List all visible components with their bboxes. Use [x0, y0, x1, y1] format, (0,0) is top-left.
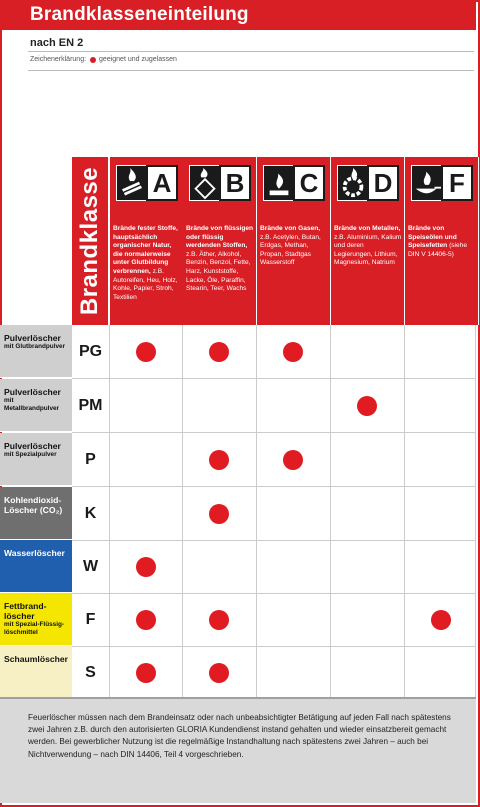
grid-line — [72, 432, 476, 433]
grid-line — [72, 378, 476, 379]
suitable-dot — [357, 396, 377, 416]
burning-metal-gear-icon — [337, 165, 369, 201]
extinguisher-code: S — [85, 664, 96, 681]
brandklasse-header — [72, 157, 109, 325]
class-description-bold: Brände von Speiseölen und Speisefetten — [408, 225, 457, 250]
divider — [28, 51, 474, 52]
extinguisher-agent: mit Metallbrandpulver — [4, 397, 60, 412]
suitable-dot — [136, 557, 156, 577]
class-letter: B — [219, 165, 251, 201]
extinguisher-label — [0, 646, 72, 699]
class-description-examples: (siehe DIN V 14406-5) — [408, 242, 468, 258]
grid-line — [72, 540, 476, 541]
extinguisher-code: K — [84, 505, 97, 522]
suitable-dot — [283, 450, 303, 470]
class-description-examples: z.B. Autoreifen, Heu, Holz, Kohle, Papier, Stroh, Textilien — [113, 267, 178, 301]
suitable-dot — [209, 342, 229, 362]
extinguisher-agent: mit Spezial-Flüssig-löschmittel — [4, 621, 65, 636]
class-column-c — [257, 157, 331, 325]
class-description-examples: z.B. Acetylen, Butan, Erdgas, Methan, Propan, Stadtgas Wasserstoff — [260, 233, 321, 267]
class-column-d — [331, 157, 405, 325]
suitable-dot — [209, 504, 229, 524]
extinguisher-name: Wasserlöscher — [4, 548, 65, 558]
burning-wood-icon — [116, 165, 148, 201]
class-column-f — [405, 157, 479, 325]
page-title: Brandklasseneinteilung — [0, 0, 476, 30]
class-description — [334, 225, 402, 268]
extinguisher-label — [0, 433, 72, 486]
suitable-dot — [209, 663, 229, 683]
class-icon-group — [116, 165, 180, 201]
class-description — [113, 225, 181, 302]
suitable-dot — [136, 342, 156, 362]
extinguisher-agent: mit Spezialpulver — [4, 451, 57, 458]
class-description-examples: z.B. Aluminium, Kalium und deren Legierungen, Lithium, Magnesium, Natrium — [334, 233, 402, 267]
class-description-bold: Brände von flüssigen oder flüssig werdenden Stoffen, — [186, 225, 254, 250]
grid-line — [330, 325, 331, 697]
footer-note: Feuerlöscher müssen nach dem Brandeinsatz oder nach unbeabsichtigter Betätigung auf jeden Fall nach spätestens zwei Jahren z.B. durch den autorisierten GLORIA Kundendienst instand gehalten und wieder einsatzbereit gemacht werden. Bei gewerblicher Nutzung ist die regelmäßige Instandhaltung nach spätestens zwei Jahren – auch bei Nichtverwendung – nach DIN 14406, Teil 4 vorgeschrieben. — [28, 713, 451, 759]
legend — [30, 56, 177, 63]
suitable-dot — [136, 663, 156, 683]
suitable-dot — [283, 342, 303, 362]
extinguisher-code: P — [85, 451, 96, 468]
suitable-dot — [136, 610, 156, 630]
class-letter: D — [367, 165, 399, 201]
class-description — [260, 225, 328, 268]
grid-line — [72, 486, 476, 487]
class-letter: F — [441, 165, 473, 201]
grid-line — [72, 593, 476, 594]
legend-prefix: Zeichenerklärung: — [30, 56, 87, 63]
grid-line — [404, 325, 405, 697]
class-column-a — [110, 157, 184, 325]
grid-line — [109, 325, 110, 697]
extinguisher-code: PM — [78, 397, 103, 414]
divider — [28, 70, 474, 71]
suitable-dot — [431, 610, 451, 630]
burning-liquid-icon — [189, 165, 221, 201]
grid-line — [256, 325, 257, 697]
burning-pan-icon — [411, 165, 443, 201]
class-letter: C — [293, 165, 325, 201]
extinguisher-code: F — [85, 611, 96, 628]
extinguisher-label — [0, 325, 72, 378]
class-description-bold: Brände fester Stoffe, hauptsächlich organischer Natur, die normalerweise unter Glutbildung verbrennen, — [113, 225, 178, 275]
extinguisher-name: Kohlendioxid-Löscher (CO₂) — [4, 495, 63, 515]
extinguisher-name: Fettbrand-löscher — [4, 601, 47, 621]
extinguisher-name: Schaumlöscher — [4, 654, 68, 664]
extinguisher-agent: mit Glutbrandpulver — [4, 343, 66, 350]
page-subtitle: nach EN 2 — [30, 37, 84, 49]
grid-line — [72, 646, 476, 647]
extinguisher-code: PG — [78, 343, 103, 360]
extinguisher-code: W — [82, 558, 99, 575]
extinguisher-name: Pulverlöscher — [4, 441, 61, 451]
class-description-bold: Brände von Gasen, — [260, 225, 321, 232]
grid-line — [475, 325, 476, 697]
brandklasse-label: Brandklasse — [76, 166, 103, 316]
class-description — [186, 225, 254, 294]
extinguisher-label — [0, 540, 72, 593]
class-icon-group — [411, 165, 475, 201]
gas-burner-icon — [263, 165, 295, 201]
class-column-b — [183, 157, 257, 325]
class-letter: A — [146, 165, 178, 201]
suitable-dot — [209, 450, 229, 470]
class-description-examples: z.B. Äther, Alkohol, Benzin, Benzol, Fette, Harz, Kunststoffe, Lacke, Öle, Paraffin, Stearin, Teer, Wachs — [186, 250, 251, 293]
extinguisher-name: Pulverlöscher — [4, 387, 61, 397]
extinguisher-label — [0, 379, 72, 432]
legend-dot-icon — [90, 57, 96, 63]
suitable-dot — [209, 610, 229, 630]
class-icon-group — [337, 165, 401, 201]
extinguisher-label — [0, 593, 72, 646]
class-description — [408, 225, 476, 259]
class-icon-group — [263, 165, 327, 201]
grid-line — [182, 325, 183, 697]
extinguisher-label — [0, 487, 72, 540]
class-description-bold: Brände von Metallen, — [334, 225, 401, 232]
extinguisher-name: Pulverlöscher — [4, 333, 61, 343]
legend-text: geeignet und zugelassen — [99, 56, 177, 63]
class-icon-group — [189, 165, 253, 201]
